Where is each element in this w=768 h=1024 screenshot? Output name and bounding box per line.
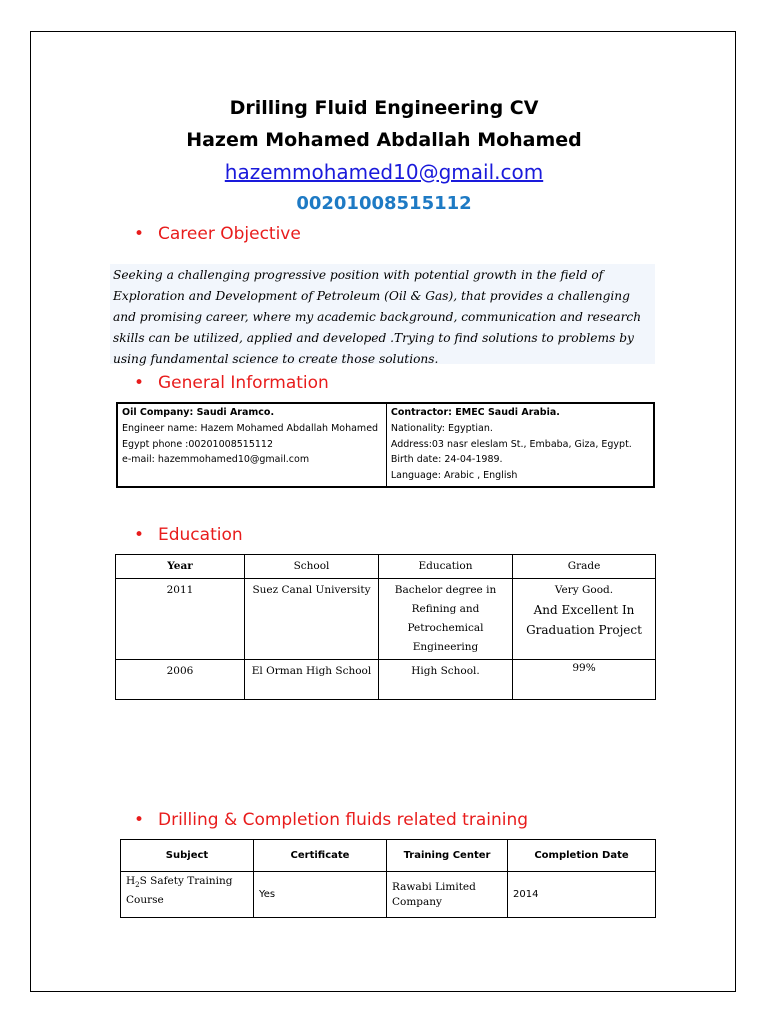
- col-training-center: Training Center: [387, 840, 508, 872]
- col-certificate: Certificate: [254, 840, 387, 872]
- general-info-left: [117, 403, 386, 487]
- subject-subscript: 2: [135, 881, 140, 890]
- oil-company: Oil Company: Saudi Aramco.: [122, 407, 275, 418]
- heading-label: General Information: [158, 373, 329, 393]
- grade-extra: And Excellent In Graduation Project: [526, 603, 642, 637]
- col-school: School: [245, 555, 379, 579]
- table-header-row: [116, 555, 656, 579]
- year-cell: 2011: [116, 579, 245, 660]
- language: Language: Arabic , English: [390, 470, 518, 482]
- certificate-cell: Yes: [254, 872, 387, 918]
- education-cell: Bachelor degree in Refining and Petrochemical Engineering: [379, 579, 513, 660]
- bullet-icon: •: [134, 373, 145, 393]
- subject-h: H: [126, 875, 136, 887]
- birth-date: Birth date: 24-04-1989.: [390, 454, 503, 466]
- cv-title: Drilling Fluid Engineering CV: [229, 97, 539, 119]
- general-information-heading: [134, 373, 329, 393]
- grade-cell: 99%: [513, 660, 656, 700]
- candidate-name: Hazem Mohamed Abdallah Mohamed: [186, 129, 582, 151]
- col-subject: Subject: [121, 840, 254, 872]
- grade-cell: [513, 579, 656, 660]
- info-email: e-mail: hazemmohamed10@gmail.com: [122, 454, 310, 466]
- bullet-icon: •: [134, 525, 145, 545]
- heading-label: Drilling & Completion fluids related training: [158, 810, 529, 830]
- col-education: Education: [379, 555, 513, 579]
- center-cell: Rawabi Limited Company: [387, 872, 508, 918]
- year-cell: 2006: [116, 660, 245, 700]
- table-row: [116, 660, 656, 700]
- col-completion-date: Completion Date: [508, 840, 656, 872]
- subject-rest: S Safety Training Course: [126, 875, 233, 907]
- bullet-icon: •: [134, 224, 145, 244]
- heading-label: Education: [158, 525, 243, 545]
- training-heading: [134, 810, 528, 830]
- address: Address:03 nasr eleslam St., Embaba, Giza, Egypt.: [390, 438, 632, 450]
- col-year: Year: [116, 555, 245, 579]
- col-grade: Grade: [513, 555, 656, 579]
- date-cell: 2014: [508, 872, 656, 918]
- school-cell: Suez Canal University: [245, 579, 379, 660]
- education-cell: High School.: [379, 660, 513, 700]
- training-table: [120, 839, 656, 918]
- career-objective-text: Seeking a challenging progressive position with potential growth in the field of Exploration and Development of Petroleum (Oil & Gas), that provides a challenging and promising career, where my academic background, communication and research skills can be utilized, applied and developed .Trying to find solutions to problems by using fundamental science to create those solutions.: [110, 264, 655, 364]
- subject-cell: [121, 872, 254, 918]
- engineer-name: Engineer name: Hazem Mohamed Abdallah Mohamed: [122, 422, 379, 434]
- contractor: Contractor: EMEC Saudi Arabia.: [390, 407, 560, 418]
- school-cell: El Orman High School: [245, 660, 379, 700]
- education-heading: [134, 525, 243, 545]
- table-header-row: [121, 840, 656, 872]
- bullet-icon: •: [134, 810, 145, 830]
- egypt-phone: Egypt phone :00201008515112: [122, 438, 273, 450]
- heading-label: Career Objective: [158, 224, 301, 244]
- career-objective-heading: [134, 224, 301, 244]
- general-info-table: [116, 402, 655, 488]
- general-info-right: [386, 403, 654, 487]
- email-link[interactable]: hazemmohamed10@gmail.com: [224, 160, 544, 184]
- nationality: Nationality: Egyptian.: [390, 422, 493, 434]
- grade-value: Very Good.: [554, 584, 614, 596]
- table-row: [116, 579, 656, 660]
- education-table: [115, 554, 656, 700]
- phone-number: 00201008515112: [296, 193, 472, 214]
- table-row: [121, 872, 656, 918]
